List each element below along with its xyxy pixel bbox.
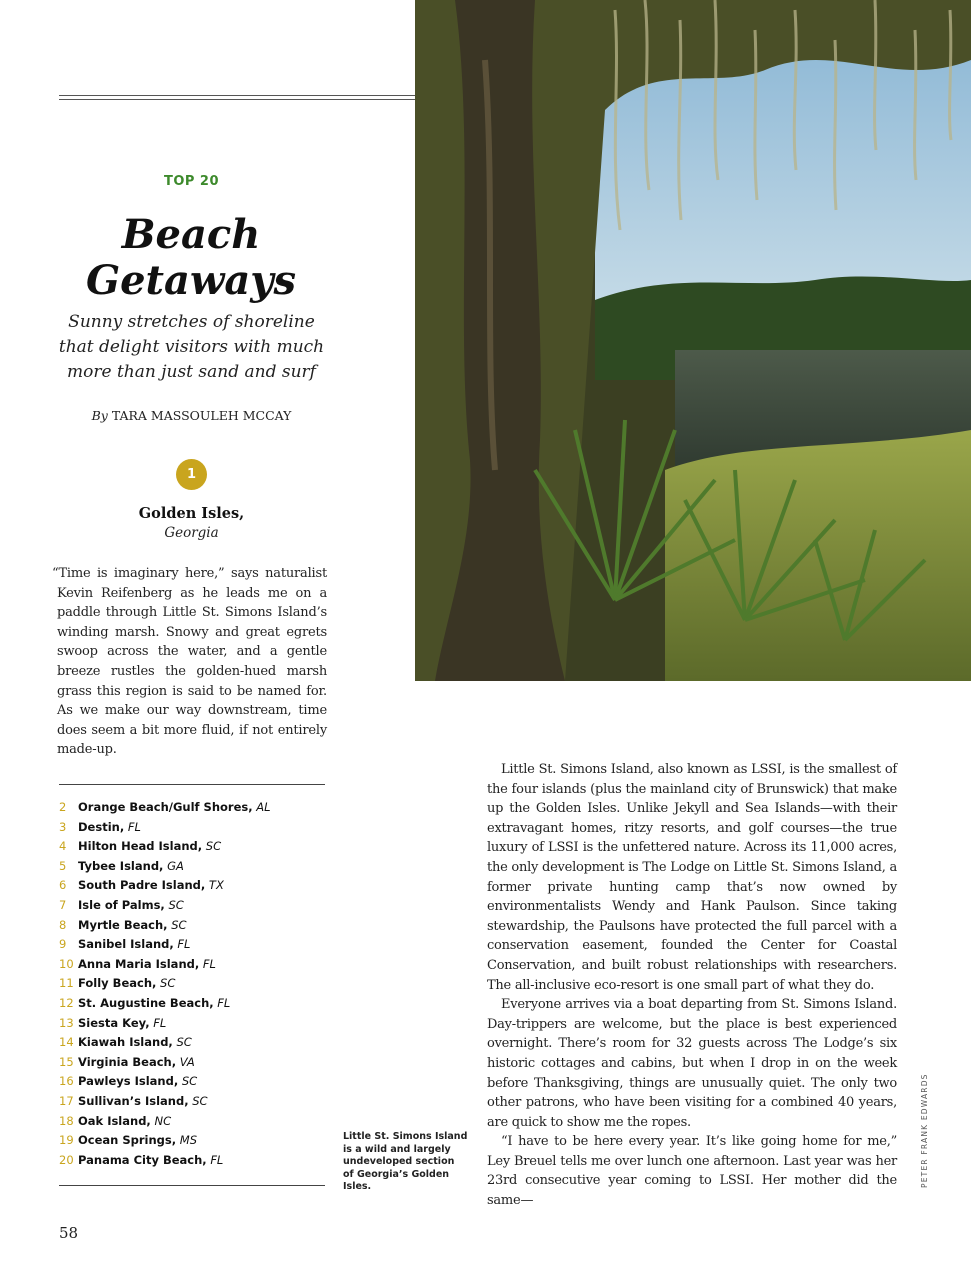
article-body <box>487 760 897 1211</box>
photo-caption: Little St. Simons Island is a wild and largely undeveloped section of Georgia’s Golden Isles. <box>343 1131 468 1192</box>
body-paragraph-2: Everyone arrives via a boat departing from St. Simons Island. Day-trippers are welcome, but the place is best experienced overnight. There’s room for 32 guests across The Lodge’s six historic cottages and cabins, but when I drop in on the week before Thanksgiving, things are unusually quiet. The only two other patrons, who have been visiting for a combined 40 years, are quick to show me the ropes. <box>487 997 897 1130</box>
list-item: 20 Panama City Beach, FL <box>59 1152 224 1167</box>
list-top-rule <box>59 784 325 785</box>
feature-place-name: Golden Isles, <box>138 505 245 522</box>
article-dek: Sunny stretches of shoreline that delight visitors with much more than just sand and surf <box>58 312 325 382</box>
list-item: 17 Sullivan’s Island, SC <box>59 1093 208 1108</box>
top-20-list <box>59 798 329 1170</box>
list-item: 19 Ocean Springs, MS <box>59 1133 197 1148</box>
byline-author: TARA MASSOULEH MCCAY <box>111 408 292 423</box>
list-item: 3 Destin, FL <box>59 819 141 834</box>
body-paragraph-3: “I have to be here every year. It’s like going home for me,” Ley Breuel tells me over lunch one afternoon. Last year was her 23rd consecutive year coming to LSSI. Her mother did the same— <box>487 1134 897 1209</box>
list-item: 18 Oak Island, NC <box>59 1113 172 1128</box>
list-item: 13 Siesta Key, FL <box>59 1015 167 1030</box>
rank-badge: 1 <box>176 459 207 490</box>
list-item: 5 Tybee Island, GA <box>59 858 184 873</box>
byline <box>59 408 324 423</box>
photo-credit: PETER FRANK EDWARDS <box>920 1073 929 1188</box>
list-item: 16 Pawleys Island, SC <box>59 1074 198 1089</box>
title-line-2: Getaways <box>85 257 297 304</box>
header-rule <box>59 95 416 100</box>
list-item: 12 St. Augustine Beach, FL <box>59 995 231 1010</box>
list-item: 11 Folly Beach, SC <box>59 976 176 991</box>
list-item: 8 Myrtle Beach, SC <box>59 917 187 932</box>
feature-place-state: Georgia <box>164 525 219 541</box>
list-item: 7 Isle of Palms, SC <box>59 897 184 912</box>
article-title <box>40 212 342 304</box>
feature-lead-paragraph: “Time is imaginary here,” says naturalist Kevin Reifenberg as he leads me on a paddle through Little St. Simons Island’s winding marsh. Snowy and great egrets swoop across the water, and a gentle breeze rustles the golden-hued marsh grass this region is said to be named for. As we make our way downstream, time does seem a bit more fluid, if not entirely made-up. <box>52 566 327 758</box>
list-bottom-rule <box>59 1185 325 1186</box>
byline-by: By <box>91 408 108 423</box>
list-item: 4 Hilton Head Island, SC <box>59 839 222 854</box>
list-item: 15 Virginia Beach, VA <box>59 1054 195 1069</box>
list-item: 2 Orange Beach/Gulf Shores, AL <box>59 800 271 814</box>
list-item: 6 South Padre Island, TX <box>59 878 224 893</box>
marsh-photo <box>415 0 971 681</box>
list-item: 9 Sanibel Island, FL <box>59 937 191 952</box>
body-paragraph-1: Little St. Simons Island, also known as LSSI, is the smallest of the four islands (plus the mainland city of Brunswick) that make up the Golden Isles. Unlike Jekyll and Sea Islands—with their extravagant homes, ritzy resorts, and golf courses—the true luxury of LSSI is the unfettered nature. Across its 11,000 acres, the only development is The Lodge on Little St. Simons Island, a former private hunting camp that’s now owned by environmentalists Wendy and Hank Paulson. Since taking stewardship, the Paulsons have protected the full parcel with a conservation easement, founded the Center for Coastal Conservation, and built robust relationships with researchers. The all-inclusive eco-resort is one small part of what they do. <box>487 762 897 993</box>
list-item: 10 Anna Maria Island, FL <box>59 956 216 971</box>
page-number: 58 <box>59 1224 79 1242</box>
title-line-1: Beach <box>121 211 261 258</box>
kicker: TOP 20 <box>163 174 220 189</box>
list-item: 14 Kiawah Island, SC <box>59 1035 192 1050</box>
